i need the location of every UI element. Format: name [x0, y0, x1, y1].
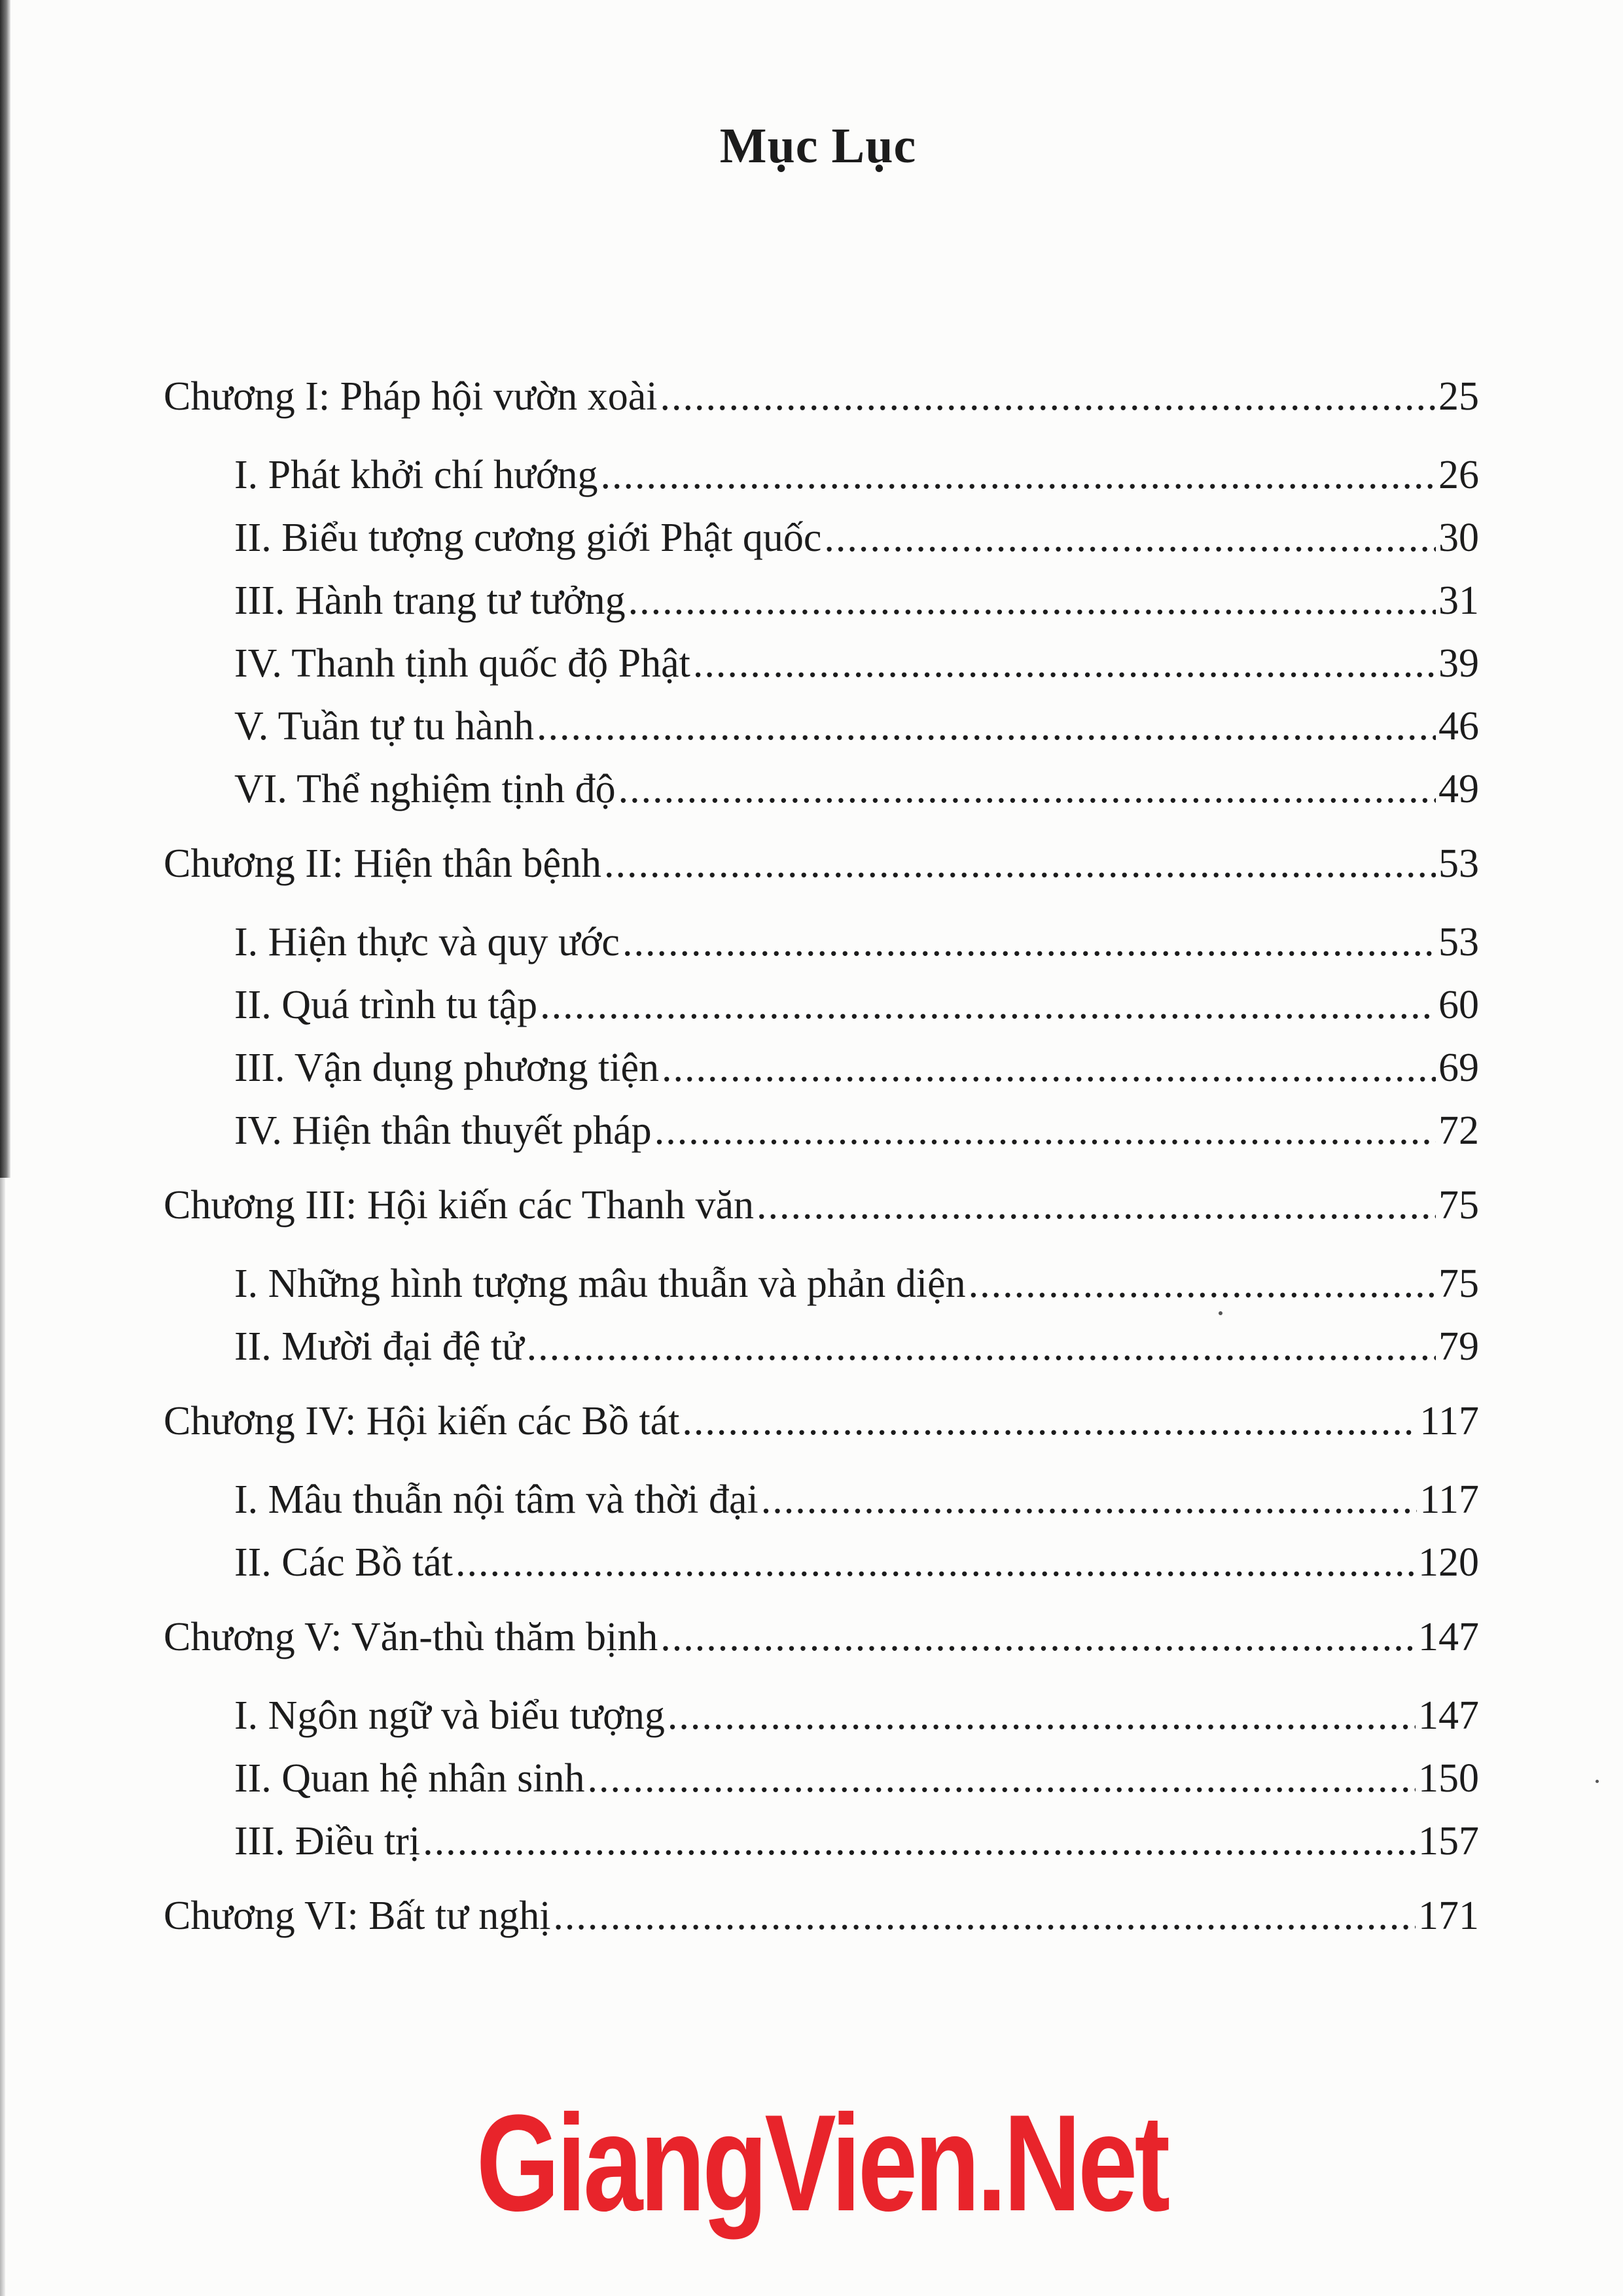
dot-leader — [682, 1401, 1417, 1441]
toc-page-number: 30 — [1438, 516, 1479, 560]
toc-section-entry — [164, 1695, 1479, 1736]
toc-entry-label: I. Ngôn ngữ và biểu tượng — [234, 1693, 665, 1738]
toc-page-number: 79 — [1438, 1324, 1479, 1369]
toc-entry-label: Chương IV: Hội kiến các Bồ tát — [164, 1399, 680, 1443]
toc-entry-label: Chương III: Hội kiến các Thanh văn — [164, 1183, 754, 1227]
toc-entry-label: II. Các Bồ tát — [234, 1540, 454, 1585]
dot-leader — [622, 922, 1436, 963]
toc-section-entry — [164, 455, 1479, 495]
dot-leader — [660, 376, 1436, 417]
toc-entry-label: V. Tuần tự tu hành — [234, 704, 534, 749]
toc-page-number: 31 — [1438, 578, 1479, 623]
dot-leader — [824, 518, 1436, 558]
toc-entry-label: Chương VI: Bất tư nghị — [164, 1894, 551, 1938]
toc-entry-label: I. Hiện thực và quy ước — [234, 920, 620, 964]
toc-section-entry — [164, 1263, 1479, 1304]
toc-section-entry — [164, 1110, 1479, 1151]
toc-entry-label: III. Điều trị — [234, 1819, 421, 1863]
dot-leader — [757, 1185, 1436, 1226]
toc-page-number: 117 — [1419, 1399, 1479, 1443]
toc-page-number: 147 — [1418, 1693, 1479, 1738]
toc-page-number: 75 — [1438, 1183, 1479, 1227]
toc-entry-label: II. Mười đại đệ tử — [234, 1324, 524, 1369]
toc-page-number: 150 — [1418, 1756, 1479, 1801]
toc-page-number: 53 — [1438, 920, 1479, 964]
toc-entry-label: I. Mâu thuẫn nội tâm và thời đại — [234, 1477, 758, 1522]
scan-binding-edge-lower — [0, 1178, 5, 2296]
dot-leader — [455, 1542, 1416, 1583]
toc-chapter-entry — [164, 843, 1479, 884]
toc-page-number: 53 — [1438, 841, 1479, 886]
toc-section-entry — [164, 1758, 1479, 1799]
toc-page-number: 49 — [1438, 767, 1479, 811]
toc-chapter-entry — [164, 1617, 1479, 1657]
dot-leader — [761, 1479, 1418, 1520]
toc-entry-label: I. Những hình tượng mâu thuẫn và phản diện — [234, 1262, 966, 1306]
toc-page-number: 147 — [1418, 1615, 1479, 1659]
toc-page-number: 75 — [1438, 1262, 1479, 1306]
toc-chapter-entry — [164, 376, 1479, 417]
toc-page-number: 39 — [1438, 641, 1479, 686]
dot-leader — [540, 985, 1436, 1025]
dot-leader — [969, 1263, 1436, 1304]
dot-leader — [587, 1758, 1416, 1799]
page-title: Mục Lục — [719, 118, 917, 173]
toc-entry-label: II. Quá trình tu tập — [234, 983, 538, 1027]
dot-leader — [660, 1617, 1416, 1657]
dot-leader — [662, 1048, 1436, 1088]
toc-page-number: 157 — [1418, 1819, 1479, 1863]
toc-page-number: 171 — [1418, 1894, 1479, 1938]
dot-leader — [628, 580, 1436, 621]
toc-page-number: 25 — [1438, 374, 1479, 419]
toc-section-entry — [164, 518, 1479, 558]
toc-section-entry — [164, 985, 1479, 1025]
toc-entry-label: III. Hành trang tư tưởng — [234, 578, 626, 623]
scan-speck — [1219, 1311, 1222, 1315]
toc-section-entry — [164, 922, 1479, 963]
dot-leader — [604, 843, 1436, 884]
dot-leader — [654, 1110, 1436, 1151]
table-of-contents — [164, 376, 1479, 1936]
dot-leader — [423, 1821, 1416, 1862]
toc-section-entry — [164, 1326, 1479, 1367]
toc-page-number: 117 — [1419, 1477, 1479, 1522]
toc-entry-label: IV. Thanh tịnh quốc độ Phật — [234, 641, 690, 686]
toc-section-entry — [164, 580, 1479, 621]
toc-page-number: 26 — [1438, 453, 1479, 497]
toc-chapter-entry — [164, 1401, 1479, 1441]
watermark-logo: GiangVien.Net — [476, 2086, 1168, 2240]
toc-section-entry — [164, 1048, 1479, 1088]
dot-leader — [618, 769, 1436, 809]
dot-leader — [553, 1896, 1416, 1936]
toc-entry-label: IV. Hiện thân thuyết pháp — [234, 1108, 652, 1153]
toc-section-entry — [164, 769, 1479, 809]
toc-entry-label: II. Biểu tượng cương giới Phật quốc — [234, 516, 822, 560]
toc-section-entry — [164, 706, 1479, 747]
toc-entry-label: I. Phát khởi chí hướng — [234, 453, 598, 497]
toc-section-entry — [164, 1542, 1479, 1583]
toc-page-number: 46 — [1438, 704, 1479, 749]
dot-leader — [601, 455, 1436, 495]
toc-entry-label: II. Quan hệ nhân sinh — [234, 1756, 585, 1801]
toc-page-number: 60 — [1438, 983, 1479, 1027]
toc-entry-label: III. Vận dụng phương tiện — [234, 1046, 659, 1090]
toc-entry-label: Chương I: Pháp hội vườn xoài — [164, 374, 658, 419]
toc-entry-label: Chương V: Văn-thù thăm bịnh — [164, 1615, 658, 1659]
toc-page-number: 72 — [1438, 1108, 1479, 1153]
toc-entry-label: Chương II: Hiện thân bệnh — [164, 841, 602, 886]
toc-entry-label: VI. Thể nghiệm tịnh độ — [234, 767, 616, 811]
dot-leader — [693, 643, 1436, 684]
scan-binding-edge — [0, 0, 10, 1178]
toc-section-entry — [164, 643, 1479, 684]
dot-leader — [527, 1326, 1436, 1367]
toc-section-entry — [164, 1479, 1479, 1520]
dot-leader — [537, 706, 1436, 747]
toc-chapter-entry — [164, 1896, 1479, 1936]
toc-chapter-entry — [164, 1185, 1479, 1226]
toc-page-number: 120 — [1418, 1540, 1479, 1585]
dot-leader — [668, 1695, 1416, 1736]
toc-page-number: 69 — [1438, 1046, 1479, 1090]
toc-section-entry — [164, 1821, 1479, 1862]
scan-speck — [1596, 1780, 1599, 1783]
